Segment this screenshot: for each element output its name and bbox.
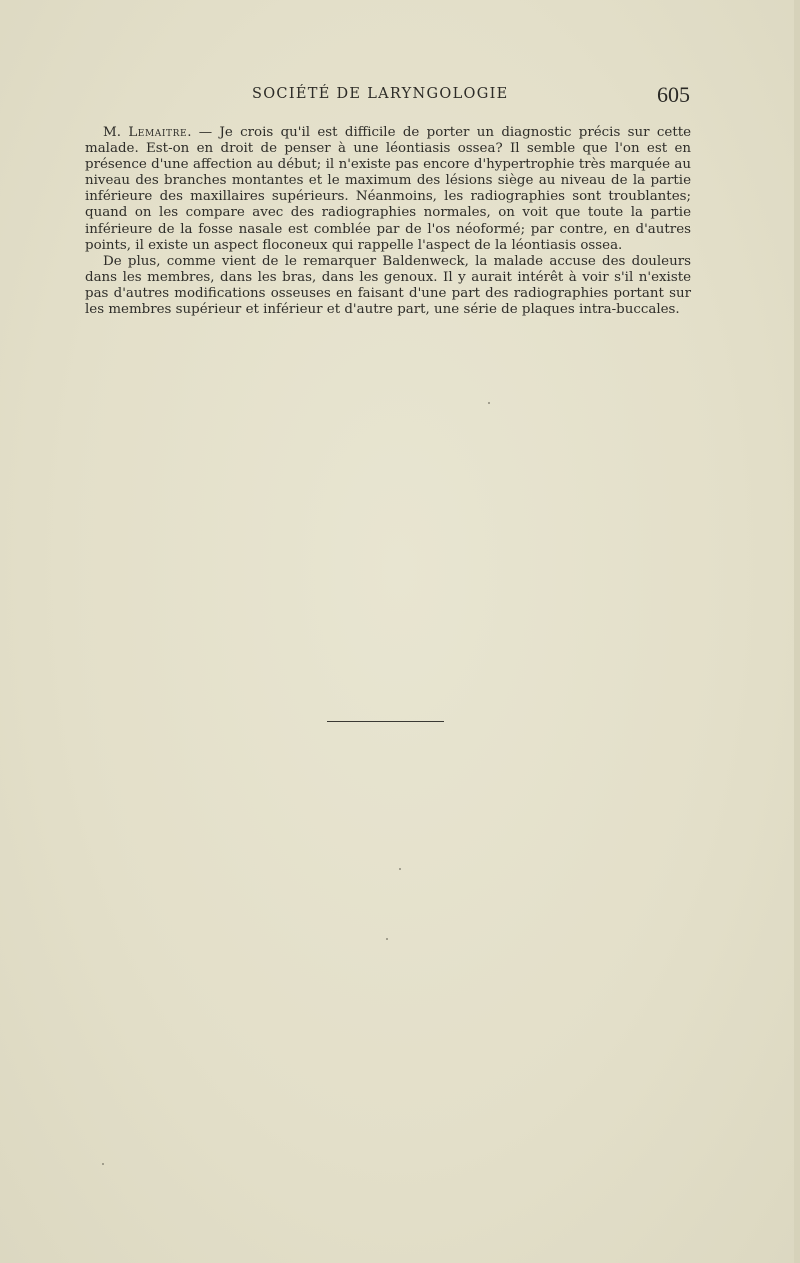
body-text — [85, 125, 691, 318]
running-title: SOCIÉTÉ DE LARYNGOLOGIE — [252, 86, 509, 102]
paper-speck — [386, 938, 388, 940]
paper-speck — [102, 1163, 104, 1165]
paragraph-1 — [85, 125, 691, 254]
paragraph-2: De plus, comme vient de le remarquer Baldenweck, la malade accuse des douleurs dans les membres, dans les bras, dans les genoux. Il y aurait intérêt à voir s'il n'existe pas d'autres modifications osseuses en faisant d'une part des radiographies portant sur les membres supérieur et inférieur et d'autre part, une série de plaques intra-buccales. — [85, 253, 691, 318]
speaker-prefix: M. — [103, 125, 129, 140]
page-header — [105, 84, 690, 110]
paper-speck — [488, 402, 490, 404]
end-rule — [327, 721, 444, 722]
speaker-name: Lemaitre — [128, 125, 188, 140]
page-edge-shadow — [794, 0, 800, 1263]
page-number: 605 — [657, 82, 690, 107]
paragraph-1-text: . — Je crois qu'il est difficile de porter un diagnostic précis sur cette malade. Est-on en droit de penser à une léontiasis ossea? Il semble que l'on est en présence d'une affection au début; il n'existe pas encore d'hypertrophie très marquée au niveau des branches montantes et le maximum des lésions siège au niveau de la partie inférieure des maxillaires supérieurs. Néanmoins, les radiographies sont troublantes; quand on les compare avec des radiographies normales, on voit que toute la partie inférieure de la fosse nasale est comblée par de l'os néoformé; par contre, en d'autres points, il existe un aspect floconeux qui rappelle l'aspect de la léontiasis ossea. — [85, 125, 692, 253]
paper-speck — [399, 868, 401, 870]
